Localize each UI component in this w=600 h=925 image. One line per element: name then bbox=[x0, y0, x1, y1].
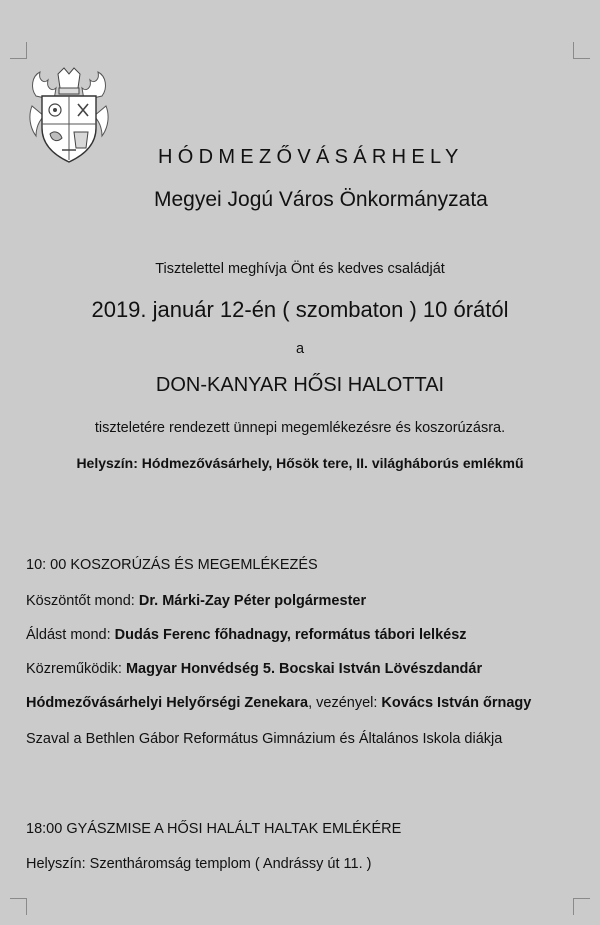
article-a: a bbox=[295, 341, 305, 357]
page-corner-mark-bottom-right bbox=[573, 898, 590, 915]
council-name: Megyei Jogú Város Önkormányzata bbox=[154, 188, 488, 211]
recital-text: Szaval a Bethlen Gábor Református Gimnázium és Általános Iskola diákja bbox=[26, 731, 503, 747]
blessing-label: Áldást mond: bbox=[26, 627, 115, 643]
invitation-intro: Tisztelettel meghívja Önt és kedves családját bbox=[155, 261, 445, 277]
greeting-speaker: Dr. Márki-Zay Péter polgármester bbox=[138, 593, 367, 609]
event-title: DON-KANYAR HŐSI HALOTTAI bbox=[155, 374, 445, 396]
page-corner-mark-bottom-left bbox=[10, 898, 27, 915]
conductor-label: , vezényel: bbox=[308, 695, 382, 711]
event-venue: Helyszín: Hódmezővásárhely, Hősök tere, II. világháborús emlékmű bbox=[76, 455, 524, 471]
conductor-name: Kovács István őrnagy bbox=[381, 695, 532, 711]
participant-name: Magyar Honvédség 5. Bocskai István Lövészdandár bbox=[125, 661, 483, 677]
city-name: HÓDMEZŐVÁSÁRHELY bbox=[158, 146, 464, 168]
blessing-speaker: Dudás Ferenc főhadnagy, református tábori lelkész bbox=[114, 627, 467, 643]
event-date: 2019. január 12-én ( szombaton ) 10 órától bbox=[91, 297, 509, 322]
greeting-label: Köszöntőt mond: bbox=[26, 593, 139, 609]
blessing-row bbox=[26, 625, 575, 646]
band-name: Hódmezővásárhelyi Helyőrségi Zenekara bbox=[26, 695, 309, 711]
page-corner-mark-top-left bbox=[10, 42, 27, 59]
program-heading-morning: 10: 00 KOSZORÚZÁS ÉS MEGEMLÉKEZÉS bbox=[26, 557, 318, 573]
band-row bbox=[26, 693, 575, 714]
page-corner-mark-top-right bbox=[573, 42, 590, 59]
program-heading-evening: 18:00 GYÁSZMISE A HŐSI HALÁLT HALTAK EMLÉKÉRE bbox=[26, 821, 402, 837]
participant-row bbox=[26, 659, 575, 680]
greeting-row bbox=[26, 591, 575, 612]
participant-label: Közreműködik: bbox=[26, 661, 126, 677]
mass-venue: Helyszín: Szentháromság templom ( Andrássy út 11. ) bbox=[26, 856, 372, 872]
coat-of-arms-icon bbox=[28, 66, 110, 164]
event-purpose: tiszteletére rendezett ünnepi megemlékezésre és koszorúzásra. bbox=[94, 420, 506, 436]
